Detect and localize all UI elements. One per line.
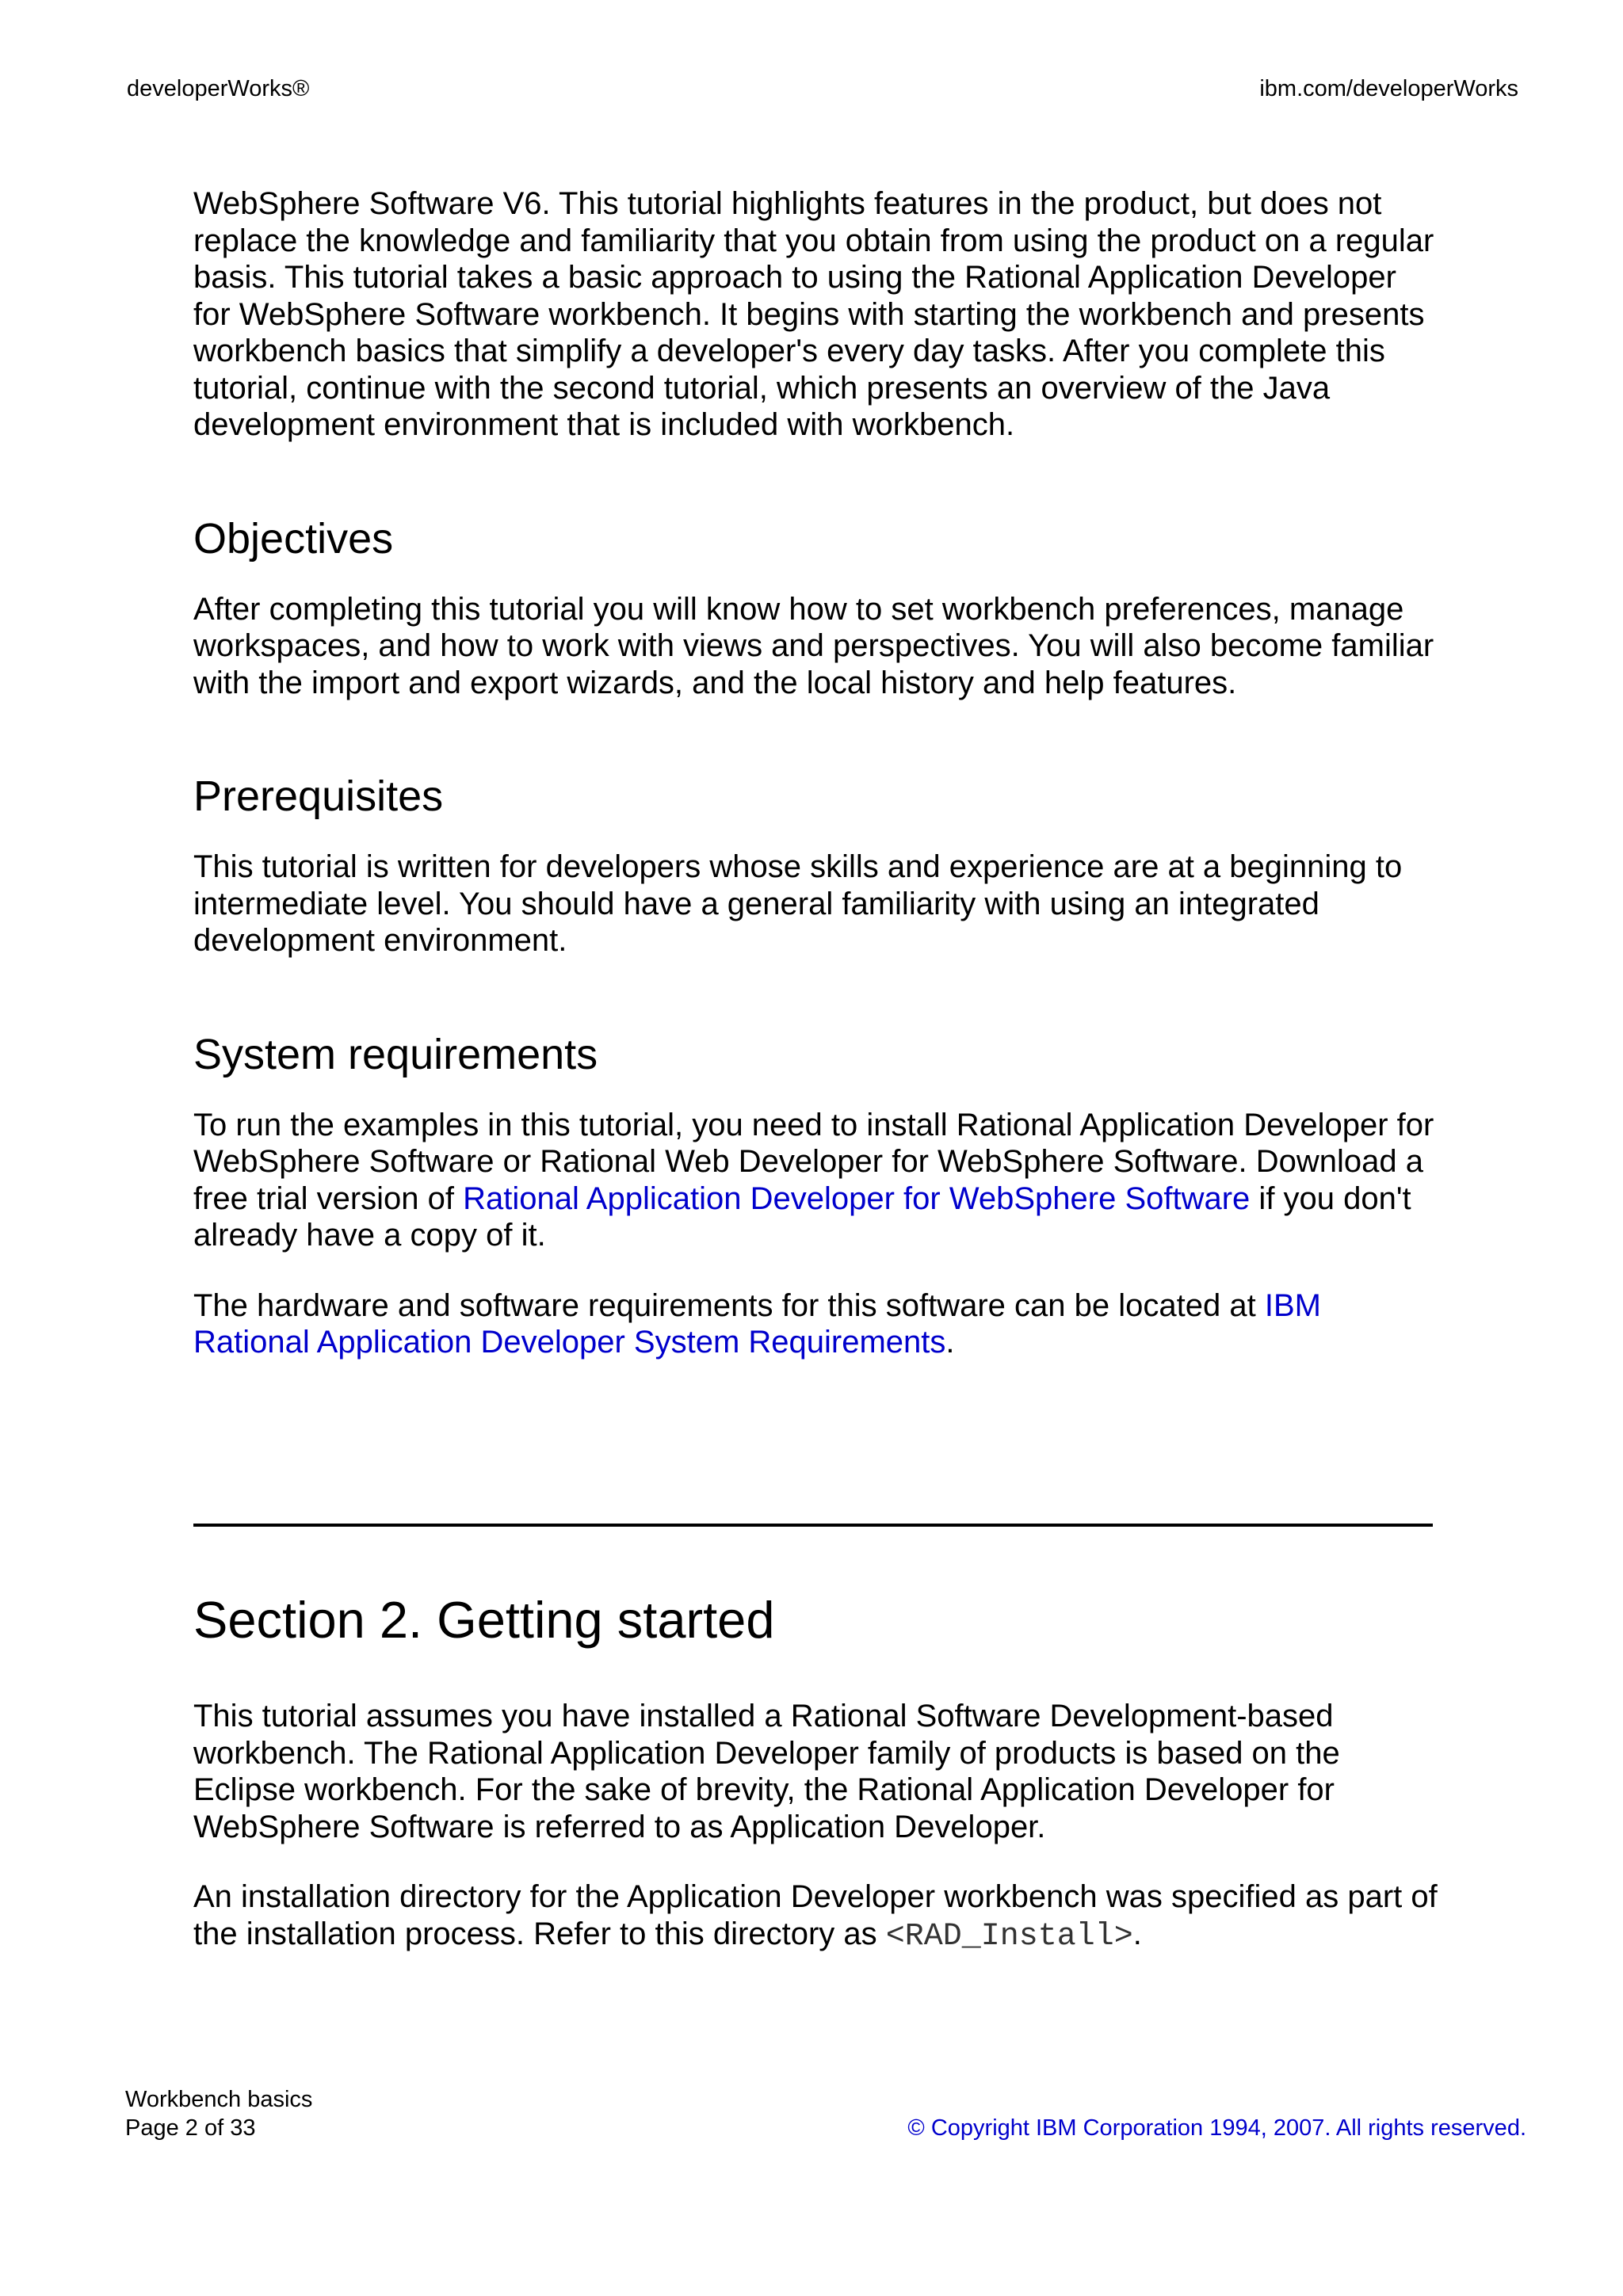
prerequisites-heading: Prerequisites [193,772,444,820]
section-2-paragraph-2 [193,1878,1438,1955]
sysreq-p1-text-after: if you don't already have a copy of it. [193,1180,1411,1253]
footer-title: Workbench basics [125,2087,313,2112]
prerequisites-paragraph: This tutorial is written for developers whose skills and experience are at a beginning to intermediate level. You should have a general familiarity with using an integrated development environment. [193,849,1403,958]
section-2-p2-text: An installation directory for the Application Developer workbench was specified as part of the installation process. Refer to this directory as [193,1879,1438,1951]
page-header [127,73,1518,105]
section-2-paragraph-1: This tutorial assumes you have installed a Rational Software Development-based workbench. The Rational Application Developer family of products is based on the Eclipse workbench. For the sake of brevity, the Rational Application Developer for WebSphere Software is referred to as Application Developer. [193,1699,1340,1844]
sysreq-p2-text-after: . [945,1325,955,1360]
footer-page-number: Page 2 of 33 [125,2115,256,2141]
system-requirements-paragraph-1 [193,1107,1438,1254]
header-site: ibm.com/developerWorks [1259,76,1518,101]
page-footer-left [125,2085,312,2142]
objectives-paragraph: After completing this tutorial you will know how to set workbench preferences, manage workspaces, and how to work with views and perspectives. You will also become familiar with the import and export wizards, and the local history and help features. [193,591,1434,700]
header-brand: developerWorks® [127,76,310,101]
rad-download-link[interactable]: Rational Application Developer for WebSphere Software [463,1180,1251,1216]
main-content [193,185,1438,1393]
section-2-p2-text-after: . [1132,1916,1142,1951]
objectives-heading: Objectives [193,514,394,563]
sysreq-p1-text: To run the examples in this tutorial, you need to install Rational Application Developer for WebSphere Software or Rational Web Developer for WebSphere Software. Download a free trial version of [193,1107,1434,1216]
intro-paragraph: WebSphere Software V6. This tutorial highlights features in the product, but does not replace the knowledge and familiarity that you obtain from using the product on a regular basis. This tutorial takes a basic approach to using the Rational Application Developer for WebSphere Software workbench. It begins with starting the workbench and presents workbench basics that simplify a developer's every day tasks. After you complete this tutorial, continue with the second tutorial, which presents an overview of the Java development environment that is included with workbench. [193,186,1434,442]
footer-copyright[interactable]: © Copyright IBM Corporation 1994, 2007. All rights reserved. [907,2115,1526,2141]
system-requirements-heading: System requirements [193,1030,598,1078]
sysreq-p2-text: The hardware and software requirements for this software can be located at [193,1287,1265,1323]
rad-install-code: <RAD_Install> [885,1918,1133,1955]
system-requirements-link[interactable]: IBM Rational Application Developer System Requirements [193,1287,1321,1360]
system-requirements-paragraph-2 [193,1287,1438,1361]
section-2-heading: Section 2. Getting started [193,1591,775,1649]
section-divider [193,1524,1433,1527]
section-2 [193,1590,1438,1987]
